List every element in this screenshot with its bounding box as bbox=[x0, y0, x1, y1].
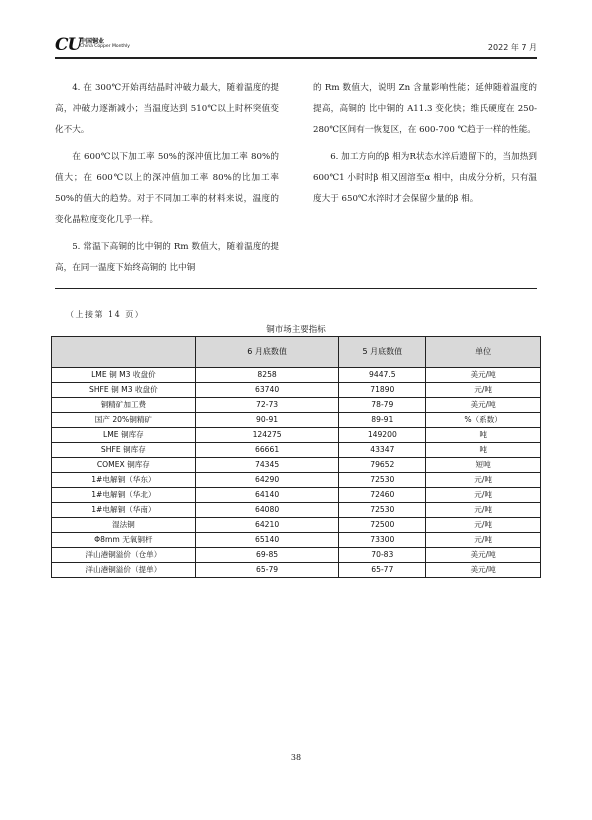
value-cell: 72530 bbox=[339, 503, 426, 518]
indicator-name-cell: 洋山港铜溢价（仓单） bbox=[52, 548, 196, 563]
indicator-name-cell: SHFE 铜 M3 收盘价 bbox=[52, 383, 196, 398]
indicator-name-cell: Φ8mm 无氧铜杆 bbox=[52, 533, 196, 548]
header-cell: 单位 bbox=[426, 337, 541, 368]
unit-cell: 美元/吨 bbox=[426, 398, 541, 413]
indicator-name-cell: 1#电解铜（华东） bbox=[52, 473, 196, 488]
indicator-name-cell: 铜精矿加工费 bbox=[52, 398, 196, 413]
page-number: 38 bbox=[290, 753, 302, 762]
value-cell: 64140 bbox=[195, 488, 339, 503]
header-cell: 6 月底数值 bbox=[195, 337, 339, 368]
value-cell: 65-77 bbox=[339, 563, 426, 578]
value-cell: 79652 bbox=[339, 458, 426, 473]
value-cell: 72530 bbox=[339, 473, 426, 488]
indicator-name-cell: 1#电解铜（华北） bbox=[52, 488, 196, 503]
value-cell: 89-91 bbox=[339, 413, 426, 428]
indicator-name-cell: LME 铜 M3 收盘价 bbox=[52, 368, 196, 383]
table-row bbox=[52, 368, 541, 383]
indicator-name-cell: 洋山港铜溢价（提单） bbox=[52, 563, 196, 578]
unit-cell: 美元/吨 bbox=[426, 563, 541, 578]
value-cell: 66661 bbox=[195, 443, 339, 458]
value-cell: 72-73 bbox=[195, 398, 339, 413]
table-row bbox=[52, 428, 541, 443]
indicator-name-cell: SHFE 铜库存 bbox=[52, 443, 196, 458]
header-rule bbox=[55, 57, 537, 59]
value-cell: 78-79 bbox=[339, 398, 426, 413]
section-rule bbox=[55, 288, 537, 289]
paragraph: 的 Rm 数值大，说明 Zn 含量影响性能；延伸随着温度的提高，高铜的 比中铜的 A11.3 变化快；维氏硬度在 250-280℃区间有一恢复区，在 600-700 ℃趋于一样的性能。 bbox=[313, 83, 537, 135]
value-cell: 9447.5 bbox=[339, 368, 426, 383]
value-cell: 124275 bbox=[195, 428, 339, 443]
paragraph: 5. 常温下高铜的比中铜的 Rm 数值大，随着温度的提高，在同一温度下始终高铜的 比中铜 bbox=[55, 242, 279, 273]
value-cell: 74345 bbox=[195, 458, 339, 473]
indicator-name-cell: 国产 20%铜精矿 bbox=[52, 413, 196, 428]
table-row bbox=[52, 488, 541, 503]
table-row bbox=[52, 398, 541, 413]
unit-cell: 吨 bbox=[426, 443, 541, 458]
unit-cell: 元/吨 bbox=[426, 533, 541, 548]
table-row bbox=[52, 518, 541, 533]
table-row bbox=[52, 443, 541, 458]
table-row bbox=[52, 473, 541, 488]
header-cell bbox=[52, 337, 196, 368]
value-cell: 64080 bbox=[195, 503, 339, 518]
unit-cell: 元/吨 bbox=[426, 473, 541, 488]
value-cell: 63740 bbox=[195, 383, 339, 398]
page-header bbox=[55, 36, 537, 56]
indicator-name-cell: COMEX 铜库存 bbox=[52, 458, 196, 473]
value-cell: 73300 bbox=[339, 533, 426, 548]
unit-cell: 美元/吨 bbox=[426, 548, 541, 563]
paragraph: 4. 在 300℃开始再结晶时冲破力最大，随着温度的提高，冲破力逐渐减小；当温度达到 510℃以上时杯突值变化不大。 bbox=[55, 83, 279, 135]
unit-cell: 元/吨 bbox=[426, 383, 541, 398]
table-title: 铜市场主要指标 bbox=[266, 325, 326, 335]
paragraph: 6. 加工方向的β 相为R状态水淬后遗留下的，当加热到 600℃1 小时时β 相又固溶至α 相中，由成分分析，只有温度大于 650℃水淬时才会保留少量的β 相。 bbox=[313, 152, 537, 204]
body-column-right bbox=[313, 78, 537, 216]
value-cell: 90-91 bbox=[195, 413, 339, 428]
value-cell: 8258 bbox=[195, 368, 339, 383]
table-row bbox=[52, 413, 541, 428]
table-row bbox=[52, 533, 541, 548]
indicator-name-cell: LME 铜库存 bbox=[52, 428, 196, 443]
unit-cell: 元/吨 bbox=[426, 518, 541, 533]
body-column-left bbox=[55, 78, 279, 285]
value-cell: 72460 bbox=[339, 488, 426, 503]
logo-mark: CU bbox=[55, 35, 82, 55]
value-cell: 64210 bbox=[195, 518, 339, 533]
table-body bbox=[52, 368, 541, 578]
table-row bbox=[52, 548, 541, 563]
unit-cell: 吨 bbox=[426, 428, 541, 443]
logo-english-name: China Copper Monthly bbox=[80, 44, 130, 49]
value-cell: 43347 bbox=[339, 443, 426, 458]
table-header-row bbox=[52, 337, 541, 368]
indicator-name-cell: 湿法铜 bbox=[52, 518, 196, 533]
unit-cell: 短吨 bbox=[426, 458, 541, 473]
logo-chinese-name: 中国铜业 bbox=[80, 38, 105, 45]
value-cell: 69-85 bbox=[195, 548, 339, 563]
unit-cell: 元/吨 bbox=[426, 503, 541, 518]
unit-cell: 元/吨 bbox=[426, 488, 541, 503]
table-row bbox=[52, 383, 541, 398]
value-cell: 72500 bbox=[339, 518, 426, 533]
issue-date: 2022 年 7 月 bbox=[487, 43, 537, 52]
header-cell: 5 月底数值 bbox=[339, 337, 426, 368]
value-cell: 149200 bbox=[339, 428, 426, 443]
paragraph: 在 600℃以下加工率 50%的深冲值比加工率 80%的值大；在 600℃以上的深冲值加工率 80%的比加工率 50%的值大的趋势。对于不同加工率的材料来说，温度的变化晶粒度变化几乎一样。 bbox=[55, 152, 279, 225]
continued-note: （上接第 14 页） bbox=[66, 310, 145, 319]
value-cell: 65140 bbox=[195, 533, 339, 548]
value-cell: 64290 bbox=[195, 473, 339, 488]
value-cell: 71890 bbox=[339, 383, 426, 398]
unit-cell: %（系数） bbox=[426, 413, 541, 428]
table-row bbox=[52, 458, 541, 473]
table-row bbox=[52, 503, 541, 518]
unit-cell: 美元/吨 bbox=[426, 368, 541, 383]
table-row bbox=[52, 563, 541, 578]
indicator-name-cell: 1#电解铜（华南） bbox=[52, 503, 196, 518]
value-cell: 70-83 bbox=[339, 548, 426, 563]
value-cell: 65-79 bbox=[195, 563, 339, 578]
market-indicators-table bbox=[51, 336, 541, 578]
